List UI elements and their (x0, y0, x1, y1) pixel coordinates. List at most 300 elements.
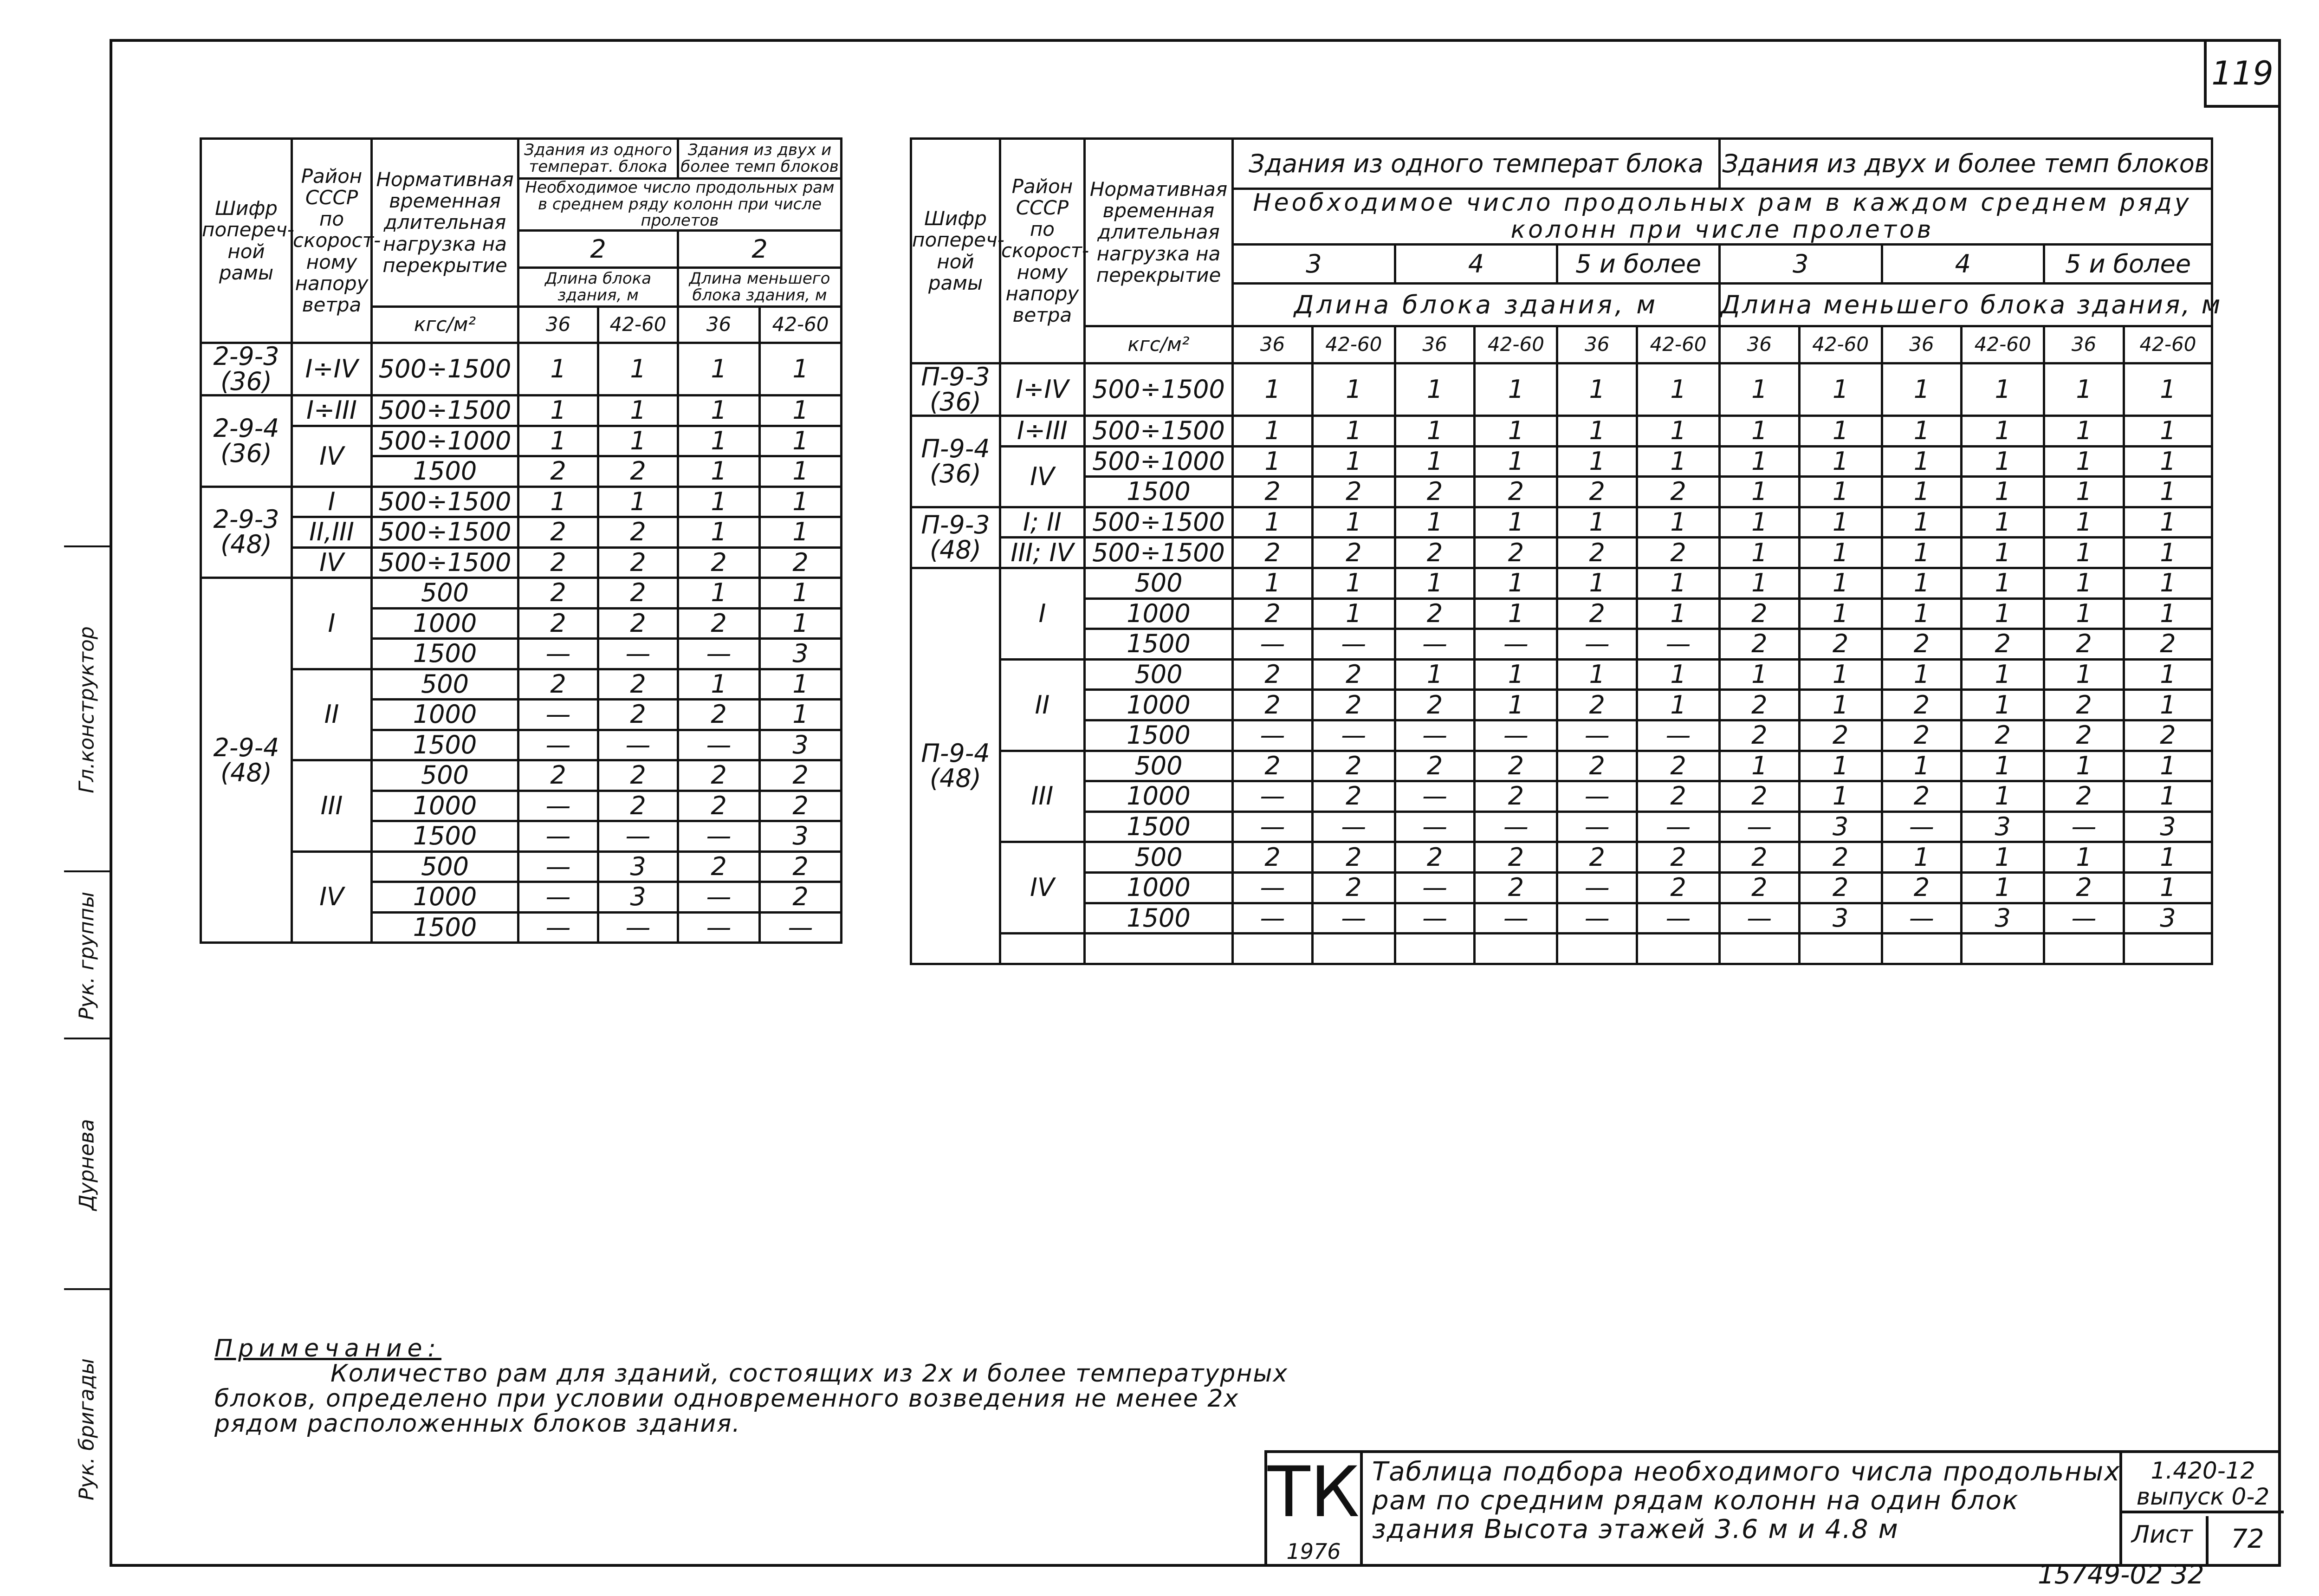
table-row (911, 720, 2212, 751)
frame-count: 1 (2124, 477, 2212, 507)
frame-count: 1 (1799, 477, 1882, 507)
frame-count: 2 (1719, 872, 1799, 903)
frame-count: 1 (1637, 507, 1720, 538)
header-span: 5 и более (2044, 245, 2212, 284)
frame-count: 2 (1799, 629, 1882, 660)
frame-count: 2 (1557, 477, 1637, 507)
frame-count: 3 (598, 851, 678, 882)
frame-count: 2 (1475, 751, 1557, 781)
frame-count: 1 (598, 396, 678, 426)
frame-count: 1 (2124, 446, 2212, 477)
frame-count: 2 (518, 760, 598, 791)
frame-count: 1 (1475, 598, 1557, 629)
frame-count (1312, 934, 1395, 964)
frame-count: 2 (518, 547, 598, 578)
table-row (911, 811, 2212, 842)
frame-code: 2-9-4 (48) (201, 578, 292, 943)
sheet-label: Лист (2131, 1521, 2193, 1549)
frame-count: 1 (2044, 751, 2124, 781)
frame-count: — (518, 851, 598, 882)
load-value: 500÷1500 (372, 343, 518, 396)
frame-count: — (598, 730, 678, 760)
side-cell (64, 870, 110, 1039)
frame-count: 1 (760, 669, 842, 700)
frame-code: П-9-3 (36) (911, 363, 1000, 416)
frame-count: 2 (1312, 538, 1395, 568)
frame-count: 2 (760, 851, 842, 882)
frame-count: 2 (760, 760, 842, 791)
frame-count: 1 (2124, 507, 2212, 538)
table-row (911, 446, 2212, 477)
frame-count: — (2044, 811, 2124, 842)
frame-count: 1 (1395, 363, 1475, 416)
header-nagruzka: Нормативная временная длительная нагрузка на перекрытие (372, 139, 518, 307)
frame-count: 1 (2044, 446, 2124, 477)
frame-count: 1 (598, 426, 678, 456)
frame-count: 2 (1312, 872, 1395, 903)
frame-count: 1 (1962, 872, 2044, 903)
header-rayon: Район СССР по скорост-ному напору ветра (292, 139, 372, 343)
frame-count: 1 (1475, 446, 1557, 477)
frame-count: 1 (2044, 363, 2124, 416)
frame-count: — (518, 700, 598, 730)
frame-count: 2 (1475, 872, 1557, 903)
frame-count: 2 (1557, 842, 1637, 873)
wind-region: IV (292, 547, 372, 578)
load-value: 500 (372, 760, 518, 791)
frame-count: 1 (518, 343, 598, 396)
load-value: 500÷1500 (372, 487, 518, 517)
frame-count: 1 (1395, 507, 1475, 538)
header-group2: Здания из двух и более темп блоков (678, 139, 842, 179)
note-text: Количество рам для зданий, состоящих из 2х и более температурных блоков, определено при условии одновременного возведения не менее 2х рядом расположенных блоков здания. (214, 1360, 1289, 1438)
frame-count: 3 (1962, 903, 2044, 934)
frame-count: — (1233, 811, 1313, 842)
frame-count: 2 (598, 578, 678, 609)
frame-count: 1 (678, 487, 760, 517)
frame-count: 1 (760, 578, 842, 609)
header-len-4260: 42-60 (598, 307, 678, 343)
frame-count: 2 (678, 851, 760, 882)
note-title: Примечание: (214, 1335, 442, 1362)
frame-count: 2 (598, 791, 678, 821)
table-row (201, 578, 842, 609)
frame-code: П-9-4 (48) (911, 568, 1000, 964)
header-len-4260: 42-60 (760, 307, 842, 343)
frame-count: — (518, 639, 598, 669)
frame-count: 1 (1719, 538, 1799, 568)
frame-count: 1 (2044, 538, 2124, 568)
header-unit: кгс/м² (372, 307, 518, 343)
frame-count: 3 (1799, 811, 1882, 842)
frame-code: 2-9-3 (48) (201, 487, 292, 578)
frame-count: 1 (1395, 568, 1475, 598)
frame-count: 3 (2124, 903, 2212, 934)
header-unit: кгс/м² (1084, 326, 1232, 363)
series-code: 1.420-12 (2151, 1457, 2255, 1484)
frame-count: 1 (2124, 538, 2212, 568)
load-value: 500÷1000 (1084, 446, 1232, 477)
tk-logo (1267, 1453, 1363, 1567)
frame-count: 3 (2124, 811, 2212, 842)
wind-region: III; IV (1000, 538, 1084, 568)
frame-count: 1 (1962, 363, 2044, 416)
frame-count: 1 (1312, 568, 1395, 598)
load-value: 1000 (1084, 781, 1232, 812)
frame-count: 1 (1882, 446, 1962, 477)
load-value: 500÷1500 (1084, 416, 1232, 447)
frame-code: 2-9-3 (36) (201, 343, 292, 396)
frame-count: 1 (1962, 842, 2044, 873)
header-len: 42-60 (1312, 326, 1395, 363)
frame-count: 1 (1719, 363, 1799, 416)
frame-count: 1 (2044, 568, 2124, 598)
side-label: Рук. группы (75, 891, 99, 1020)
wind-region: I; II (1000, 507, 1084, 538)
frame-count: 1 (1882, 477, 1962, 507)
frame-count: 1 (1962, 781, 2044, 812)
side-label: Рук. бригады (75, 1358, 99, 1501)
frame-count: 1 (1395, 446, 1475, 477)
frame-count: — (518, 912, 598, 943)
frame-count: 1 (2124, 872, 2212, 903)
side-cell (64, 545, 110, 872)
frame-count (1475, 934, 1557, 964)
frame-code: П-9-4 (36) (911, 416, 1000, 507)
table-row (911, 477, 2212, 507)
frame-count: — (1395, 903, 1475, 934)
frame-count: 1 (1882, 659, 1962, 690)
load-value: 500 (1084, 659, 1232, 690)
wind-region: IV (292, 426, 372, 487)
frame-count: 1 (2044, 416, 2124, 447)
frame-count: 1 (1799, 446, 1882, 477)
load-value: 1500 (372, 912, 518, 943)
frame-count: 1 (1637, 363, 1720, 416)
frame-count: 1 (678, 578, 760, 609)
header-span: 3 (1233, 245, 1395, 284)
header-len: 42-60 (1799, 326, 1882, 363)
frame-count: 1 (1233, 446, 1313, 477)
frame-count: 1 (1475, 507, 1557, 538)
frame-count: 1 (1799, 751, 1882, 781)
load-value: 500÷1500 (372, 547, 518, 578)
side-stamp (64, 545, 111, 1567)
table-row (201, 547, 842, 578)
frame-count (1882, 934, 1962, 964)
frame-count: 1 (1719, 507, 1799, 538)
wind-region: IV (1000, 842, 1084, 934)
frame-count: — (1312, 629, 1395, 660)
frame-count: 1 (1719, 568, 1799, 598)
frame-count: — (1557, 811, 1637, 842)
frame-count (1962, 934, 2044, 964)
frame-count: 1 (1475, 363, 1557, 416)
frame-count: — (678, 882, 760, 913)
wind-region: I÷IV (292, 343, 372, 396)
wind-region: I (1000, 568, 1084, 659)
frame-count: 1 (2124, 690, 2212, 720)
frame-count: 1 (1719, 446, 1799, 477)
frame-count: 2 (678, 700, 760, 730)
frame-count: 1 (1799, 538, 1882, 568)
frame-count: 2 (1882, 690, 1962, 720)
frame-count: — (678, 912, 760, 943)
frame-count: — (678, 639, 760, 669)
frame-count: 1 (2124, 568, 2212, 598)
right-table (910, 137, 2222, 965)
frame-count: 2 (1233, 751, 1313, 781)
wind-region: I÷III (292, 396, 372, 426)
wind-region: II (292, 669, 372, 760)
frame-count: 1 (1882, 538, 1962, 568)
frame-count: — (1233, 903, 1313, 934)
frame-count: 1 (1395, 659, 1475, 690)
load-value: 500 (372, 578, 518, 609)
frame-count: 1 (1799, 363, 1882, 416)
frame-count: 2 (1637, 842, 1720, 873)
header-len: 36 (2044, 326, 2124, 363)
table-row (911, 568, 2212, 598)
frame-count: 1 (1637, 446, 1720, 477)
frame-count: 2 (1395, 690, 1475, 720)
frame-count: 1 (1233, 568, 1313, 598)
frame-count: 1 (1233, 363, 1313, 416)
title-block (1264, 1450, 2281, 1567)
frame-count: — (1882, 903, 1962, 934)
frame-count: — (1395, 872, 1475, 903)
load-value: 500÷1500 (372, 517, 518, 548)
table-row (911, 872, 2212, 903)
frame-count: 2 (1882, 629, 1962, 660)
frame-count: 1 (760, 396, 842, 426)
frame-count: 1 (1799, 659, 1882, 690)
wind-region: I (292, 578, 372, 669)
frame-count: 2 (1637, 477, 1720, 507)
frame-count: 2 (1312, 842, 1395, 873)
header-len: 36 (1233, 326, 1313, 363)
frame-count: 2 (598, 669, 678, 700)
frame-count: 1 (1882, 842, 1962, 873)
frame-count: 3 (760, 730, 842, 760)
header-shifr: Шифр попереч-ной рамы (911, 139, 1000, 363)
header-len: 36 (1882, 326, 1962, 363)
frame-count (1799, 934, 1882, 964)
load-value: 1000 (372, 791, 518, 821)
frame-count: 2 (760, 791, 842, 821)
frame-count: 1 (760, 343, 842, 396)
frame-count: — (1719, 811, 1799, 842)
header-rayon: Район СССР по скорост-ному напору ветра (1000, 139, 1084, 363)
table-row (911, 416, 2212, 447)
frame-count: 2 (678, 791, 760, 821)
archive-number: 15749-02 32 (2038, 1560, 2204, 1590)
load-value: 1500 (1084, 903, 1232, 934)
frame-count: 2 (2044, 781, 2124, 812)
frame-count: — (1395, 720, 1475, 751)
frame-count: — (518, 821, 598, 852)
frame-count: 1 (1312, 507, 1395, 538)
frame-count: 1 (1557, 568, 1637, 598)
frame-count: — (1557, 872, 1637, 903)
frame-count: 1 (1312, 446, 1395, 477)
frame-count: 1 (2044, 598, 2124, 629)
header-len: 42-60 (2124, 326, 2212, 363)
frame-count: 3 (598, 882, 678, 913)
frame-count: 1 (1719, 659, 1799, 690)
header-len: 36 (1395, 326, 1475, 363)
frame-count: 3 (760, 639, 842, 669)
frame-count: 2 (1233, 659, 1313, 690)
frame-count: — (678, 730, 760, 760)
frame-count: 1 (678, 669, 760, 700)
frame-count: 1 (678, 517, 760, 548)
frame-count: 1 (1719, 477, 1799, 507)
frame-count: 2 (1312, 751, 1395, 781)
frame-count (2124, 934, 2212, 964)
frame-count: 1 (1882, 751, 1962, 781)
frame-count: — (1882, 811, 1962, 842)
frame-count: — (1557, 720, 1637, 751)
load-value: 1000 (372, 882, 518, 913)
frame-count: 2 (1557, 751, 1637, 781)
frame-count: 1 (678, 343, 760, 396)
table-row (201, 426, 842, 456)
frame-count: 2 (598, 517, 678, 548)
frame-count: 1 (598, 487, 678, 517)
load-value: 500 (1084, 568, 1232, 598)
frame-count: 2 (1233, 842, 1313, 873)
frame-count: 2 (1233, 598, 1313, 629)
frame-count: 2 (1557, 690, 1637, 720)
frame-count: 2 (1637, 781, 1720, 812)
frame-code: 2-9-4 (36) (201, 396, 292, 487)
frame-count: — (1557, 903, 1637, 934)
frame-code: П-9-3 (48) (911, 507, 1000, 568)
load-value: 1500 (1084, 720, 1232, 751)
frame-count: 1 (1637, 659, 1720, 690)
load-value: 500 (372, 851, 518, 882)
frame-count: 2 (598, 456, 678, 487)
frame-count: 1 (1312, 598, 1395, 629)
wind-region: III (1000, 751, 1084, 842)
header-nagruzka: Нормативная временная длительная нагрузка на перекрытие (1084, 139, 1232, 326)
frame-count: — (598, 639, 678, 669)
table-row (201, 851, 842, 882)
header-len: 42-60 (1962, 326, 2044, 363)
header-len-36: 36 (518, 307, 598, 343)
frame-count (2044, 934, 2124, 964)
frame-count: 1 (1475, 690, 1557, 720)
load-value: 500÷1500 (372, 396, 518, 426)
frame-count: 2 (1719, 842, 1799, 873)
frame-count: 1 (1557, 507, 1637, 538)
frame-count: 2 (678, 547, 760, 578)
header-group2: Здания из двух и более темп блоков (1719, 139, 2212, 189)
wind-region: IV (1000, 446, 1084, 507)
note (214, 1336, 1291, 1436)
frame-count: 1 (2124, 363, 2212, 416)
frame-count: 2 (2044, 629, 2124, 660)
frame-count: 2 (2124, 720, 2212, 751)
frame-count: — (1312, 720, 1395, 751)
frame-count: 1 (1475, 416, 1557, 447)
frame-count: 1 (2044, 477, 2124, 507)
wind-region: III (292, 760, 372, 852)
frame-count (1557, 934, 1637, 964)
frame-count: 2 (1799, 842, 1882, 873)
frame-count: 3 (760, 821, 842, 852)
frame-count: 2 (1233, 690, 1313, 720)
frame-count: 2 (2044, 720, 2124, 751)
frame-count: 1 (598, 343, 678, 396)
frame-count: — (760, 912, 842, 943)
frame-count: 1 (1882, 363, 1962, 416)
load-value: 500 (1084, 751, 1232, 781)
header-len: 42-60 (1637, 326, 1720, 363)
frame-count: 1 (1882, 416, 1962, 447)
header-group1: Здания из одного температ. блока (518, 139, 678, 179)
frame-count: 1 (1557, 659, 1637, 690)
frame-count: — (1233, 720, 1313, 751)
frame-count: 1 (2124, 781, 2212, 812)
frame-count: 2 (1637, 872, 1720, 903)
frame-count: 1 (1962, 507, 2044, 538)
side-cell (64, 1288, 110, 1569)
frame-count: — (1475, 720, 1557, 751)
frame-count: 1 (1962, 659, 2044, 690)
header-length: Длина блока здания, м (518, 268, 678, 307)
frame-count: 1 (1637, 598, 1720, 629)
frame-count: 2 (1719, 629, 1799, 660)
header-needed: Необходимое число продольных рам в среднем ряду колонн при числе пролетов (518, 179, 842, 231)
frame-count: 1 (1233, 416, 1313, 447)
frame-count: 2 (518, 608, 598, 639)
load-value: 1500 (1084, 629, 1232, 660)
load-value (1084, 934, 1232, 964)
frame-count: 2 (518, 578, 598, 609)
frame-count: 1 (760, 700, 842, 730)
frame-count: 1 (760, 487, 842, 517)
header-span: 4 (1395, 245, 1557, 284)
header-needed: Необходимое число продольных рам в каждом среднем ряду колонн при числе пролетов (1233, 189, 2212, 245)
frame-count: 1 (1799, 598, 1882, 629)
header-span: 5 и более (1557, 245, 1720, 284)
wind-region: I÷III (1000, 416, 1084, 447)
frame-count: 1 (1312, 416, 1395, 447)
frame-count: 1 (1962, 751, 2044, 781)
side-cell (64, 1038, 110, 1290)
frame-count: 2 (598, 760, 678, 791)
issue-code: выпуск 0-2 (2136, 1483, 2270, 1510)
table-row (911, 934, 2212, 964)
frame-count: 1 (678, 426, 760, 456)
left-table (200, 137, 842, 944)
frame-count: — (1557, 781, 1637, 812)
table-row (201, 396, 842, 426)
frame-count: 1 (1882, 568, 1962, 598)
frame-count: 1 (1719, 751, 1799, 781)
table-row (201, 669, 842, 700)
frame-count: 2 (1233, 538, 1313, 568)
frame-count: — (518, 882, 598, 913)
frame-count: 2 (1475, 538, 1557, 568)
frame-count: 2 (1475, 477, 1557, 507)
frame-count: 2 (1637, 538, 1720, 568)
frame-count: 1 (1962, 446, 2044, 477)
header-length: Длина меньшего блока здания, м (678, 268, 842, 307)
header-group1: Здания из одного температ блока (1233, 139, 1720, 189)
